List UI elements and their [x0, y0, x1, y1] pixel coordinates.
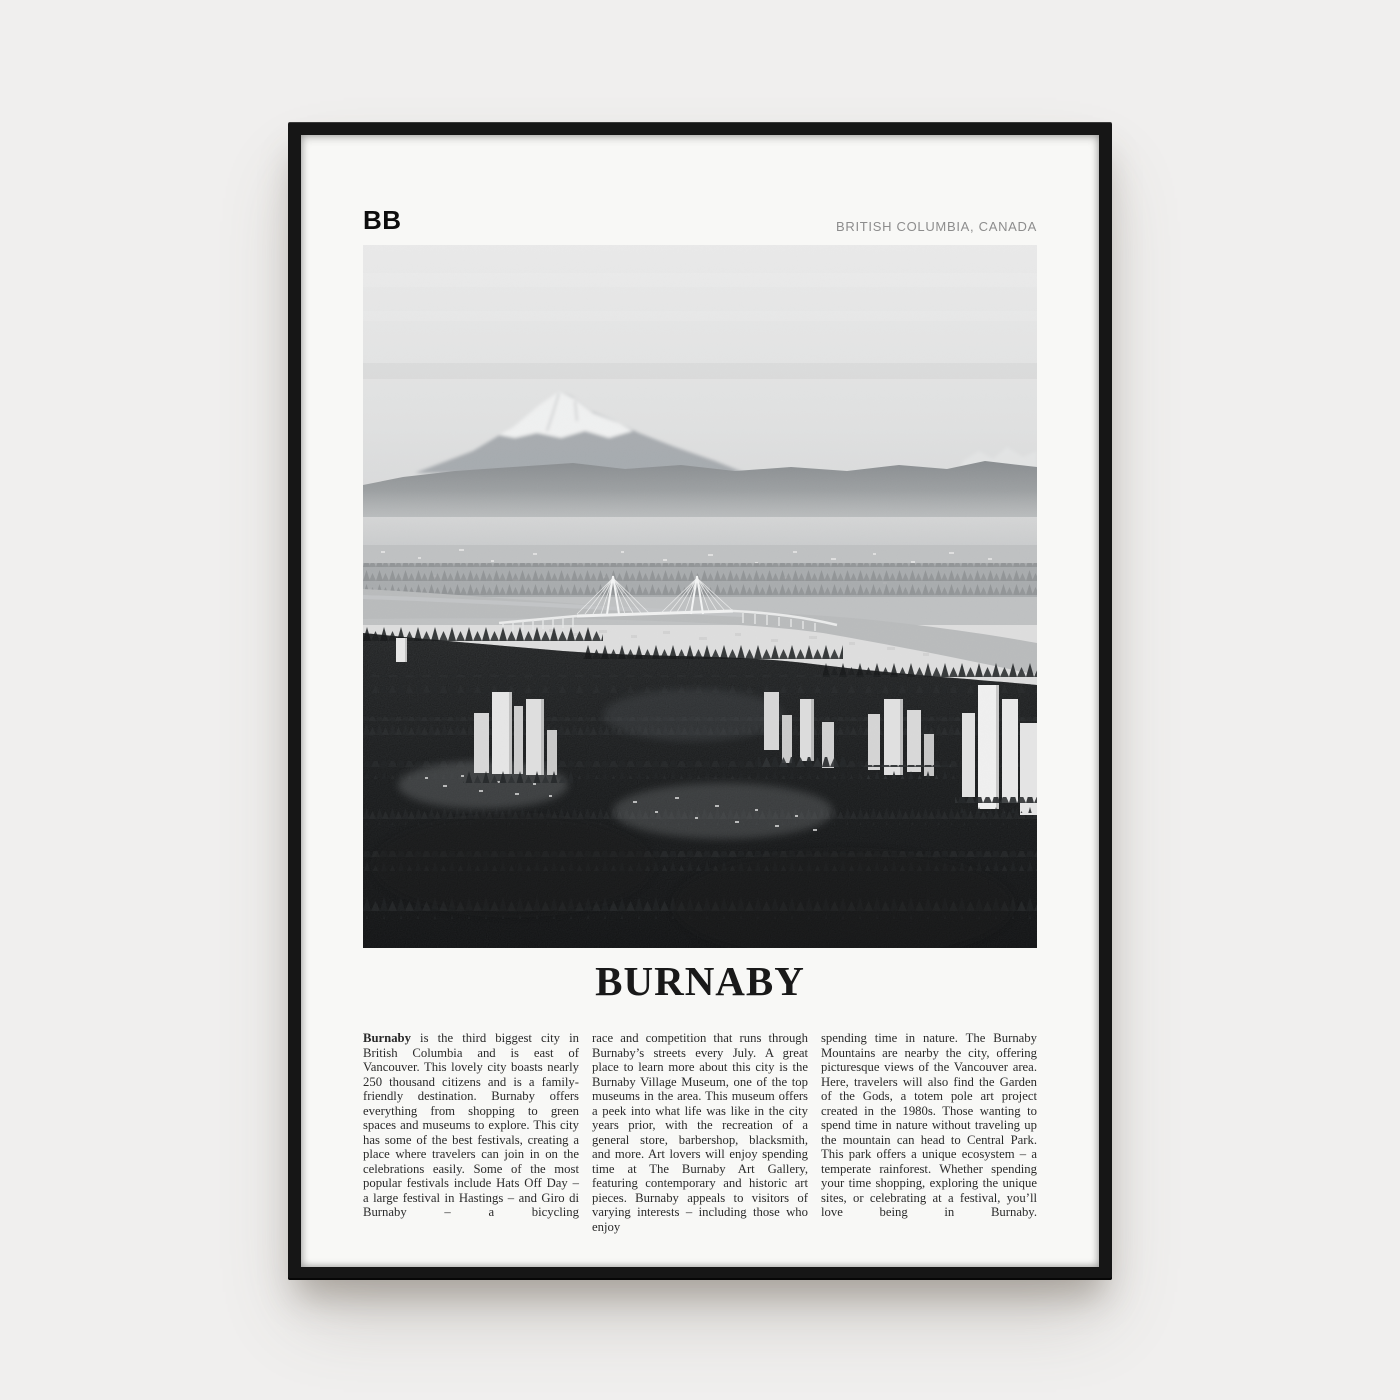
article-column-2-text: race and competition that runs through Burnaby’s streets every July. A great place to learn more about this city is the Burnaby Village Museum, one of the top museums in the area. This museum offers a peek into what life was like in the city years prior, with the recreation of a general store, barbershop, blacksmith, and more. Art lovers will enjoy spending time at The Burnaby Art Gallery, featuring contemporary and historic art pieces. Burnaby appeals to visitors of varying interests – including those who enjoy	[592, 1031, 808, 1234]
article-column-1	[363, 1031, 579, 1234]
monogram: BB	[363, 205, 402, 235]
article-column-1-text: is the third biggest city in British Columbia and is east of Vancouver. This lovely city boasts nearly 250 thousand citizens and is a family-friendly destination. Burnaby offers everything from shopping to green spaces and museums to explore. This city has some of the best festivals, creating a place where travelers can join in on the celebrations easily. Some of the most popular festivals include Hats Off Day – a large festival in Hastings – and Giro di Burnaby – a bicycling	[363, 1031, 579, 1220]
region-label: BRITISH COLUMBIA, CANADA	[836, 219, 1037, 234]
poster-title: BURNABY	[595, 958, 805, 1004]
article-column-2	[592, 1031, 808, 1234]
article-column-3	[821, 1031, 1037, 1234]
burnaby-aerial-photo	[363, 245, 1037, 948]
poster-frame	[288, 122, 1112, 1280]
article-lead-word: Burnaby	[363, 1031, 411, 1045]
poster-header	[363, 207, 1037, 233]
poster-paper	[301, 135, 1099, 1267]
photo-film-grain	[363, 245, 1037, 948]
article	[363, 1031, 1037, 1234]
poster-photo	[363, 245, 1037, 948]
article-column-3-text: spending time in nature. The Burnaby Mountains are nearby the city, offering picturesque views of the Vancouver area. Here, travelers will also find the Garden of the Gods, a totem pole art project created in the 1980s. Those wanting to spend time in nature without traveling up the mountain can head to Central Park. This park offers a unique ecosystem – a temperate rainforest. Whether spending your time shopping, exploring the unique sites, or celebrating at a festival, you’ll love being in Burnaby.	[821, 1031, 1037, 1220]
